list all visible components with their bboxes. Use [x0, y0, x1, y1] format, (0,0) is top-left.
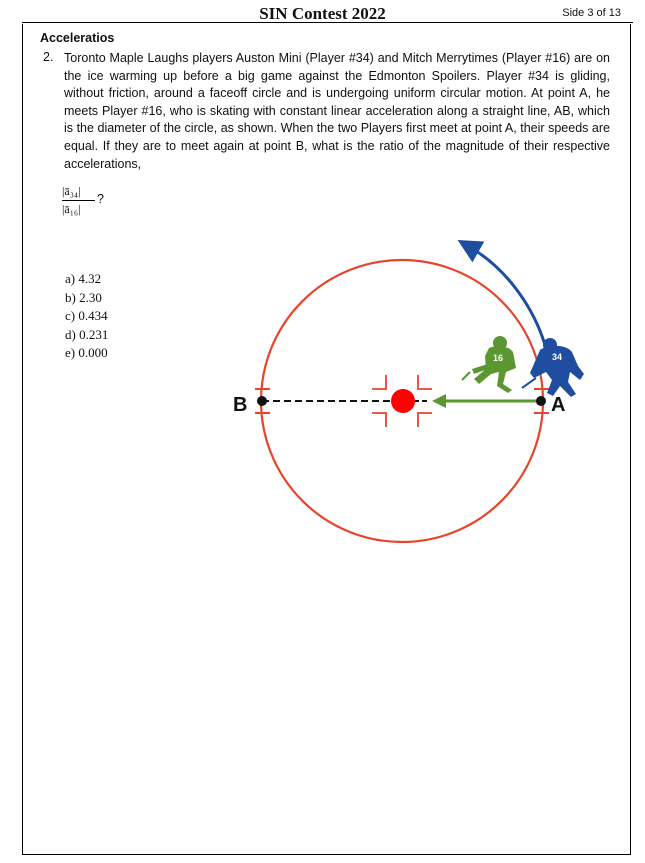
player-16-number: 16: [493, 353, 504, 363]
center-dot: [391, 389, 415, 413]
point-a: [536, 396, 546, 406]
question-number: 2.: [43, 50, 54, 64]
player-16-figure: [462, 336, 516, 393]
acceleration-arrow: [432, 394, 537, 408]
page-number: Side 3 of 13: [562, 7, 621, 19]
choice-a: a) 4.32: [65, 271, 102, 286]
page-title: SIN Contest 2022: [259, 4, 386, 23]
section-title: Acceleratios: [40, 31, 115, 45]
point-b-label: B: [233, 394, 248, 416]
ratio-question-mark: ?: [97, 192, 104, 206]
circular-path-arrow: [468, 246, 545, 345]
choice-c: c) 0.434: [65, 308, 108, 323]
choice-e: e) 0.000: [65, 345, 108, 360]
ratio-numerator: |ā₃₄|: [62, 184, 81, 198]
ratio-denominator: |ā₁₆|: [62, 202, 81, 216]
question-text: Toronto Maple Laughs players Auston Mini (Player #34) and Mitch Merrytimes (Player #16) are on the ice warming up before a big game against the Edmonton Spoilers. Player #34 is gliding, without friction, around a faceoff circle and is undergoing uniform circular motion. At point A, he meets Player #16, who is skating with constant linear acceleration along a straight line, AB, which is the diameter of the circle, as shown. When the two Players first meet at point A, their speeds are equal. If they are to meet again at point B, what is the ratio of the magnitude of their respective accelerations,: [64, 51, 610, 171]
player-34-number: 34: [552, 352, 563, 362]
choice-d: d) 0.231: [65, 326, 109, 342]
point-a-label: A: [551, 394, 566, 416]
point-b: [257, 396, 267, 406]
choice-b: b) 2.30: [65, 289, 102, 305]
